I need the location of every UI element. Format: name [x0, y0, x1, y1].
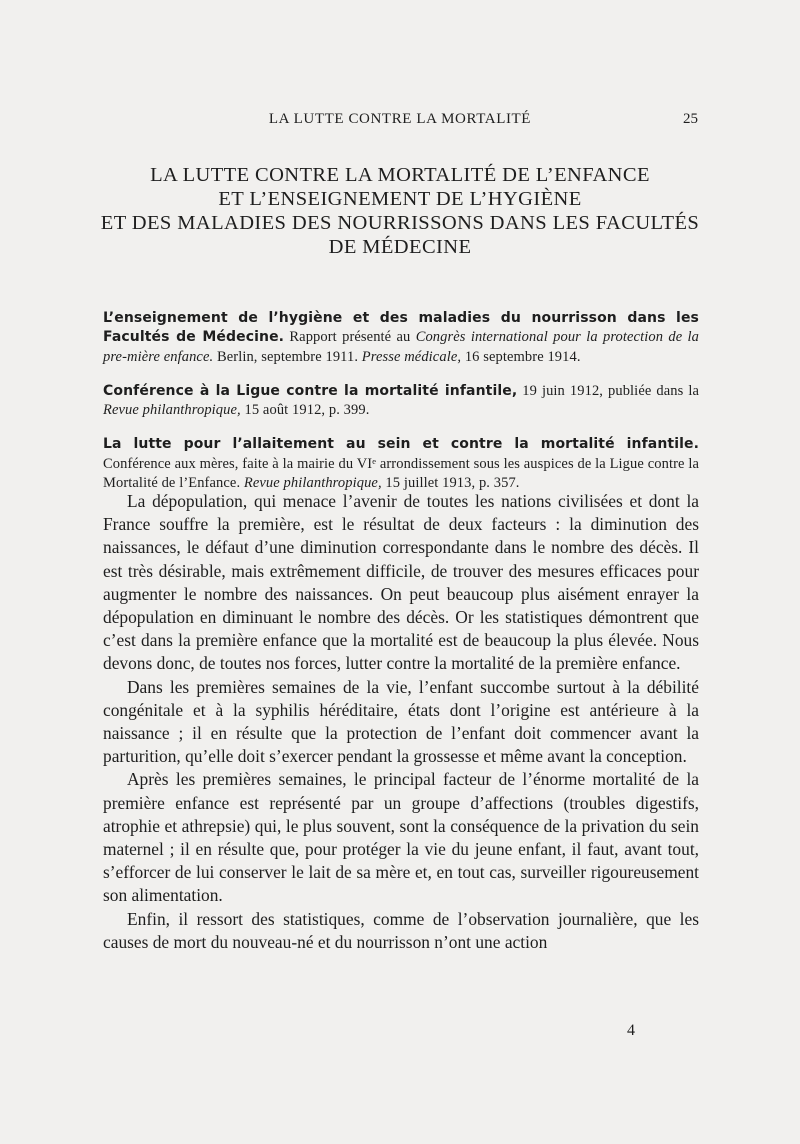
reference-title: L’enseignement de l’hygiène et des maladies du nourrisson dans les Facultés de Médecine.: [103, 309, 699, 345]
reference-title: La lutte pour l’allaitement au sein et contre la mortalité infantile.: [103, 436, 699, 452]
reference-text: Rapport présenté au: [284, 329, 416, 345]
paragraph: Dans les premières semaines de la vie, l’enfant succombe surtout à la débilité congénitale et à la syphilis héréditaire, états dont l’origine est antérieure à la naissance ; il en résulte que la protection de l’enfant doit commencer avant la parturition, qu’elle doit s’exercer pendant la grossesse et même avant la conception.: [103, 676, 699, 767]
chapter-title-line: ET L’ENSEIGNEMENT DE L’HYGIÈNE: [218, 188, 582, 210]
paragraph: Après les premières semaines, le principal facteur de l’énorme mortalité de la première enfance est représenté par un groupe d’affections (troubles digestifs, atrophie et athrepsie) qui, le plus souvent, sont la conséquence de la privation du sein maternel ; il en résulte que, pour protéger la vie du jeune enfant, il faut, avant tout, s’efforcer de lui conserver le lait de sa mère et, en tout cas, surveiller rigoureusement son alimentation.: [103, 769, 699, 906]
reference-journal: Presse médicale,: [361, 348, 462, 365]
paragraph: Enfin, il ressort des statistiques, comme de l’observation journalière, que les causes de mort du nouveau-né et du nourrisson n’ont une action: [103, 908, 699, 952]
reference-journal: Revue philanthropique,: [243, 475, 382, 491]
reference-item: [103, 309, 699, 368]
reference-text: 15 juillet 1913, p. 357.: [381, 475, 520, 491]
chapter-title-line: DE MÉDECINE: [328, 236, 472, 258]
body-text: [103, 490, 699, 954]
running-head: [0, 111, 800, 133]
reference-journal: Revue philanthropique,: [103, 402, 241, 418]
reference-text: Berlin, septembre 1911.: [213, 348, 362, 365]
chapter-title: [80, 163, 720, 259]
reference-text: Conférence aux mères, faite à la mairie du VIᵉ arrondissement sous les auspices de la Ligue contre la Mortalité de l’Enfance.: [103, 455, 699, 491]
reference-text: 19 juin 1912, publiée dans la: [517, 382, 699, 399]
reference-journal: Congrès international pour la protection de la pre-mière enfance.: [103, 329, 699, 365]
reference-text: 15 août 1912, p. 399.: [240, 402, 370, 418]
page-number: 25: [683, 111, 698, 127]
signature-mark: 4: [627, 1022, 635, 1039]
chapter-title-line: LA LUTTE CONTRE LA MORTALITÉ DE L’ENFANCE: [150, 164, 650, 186]
paragraph: La dépopulation, qui menace l’avenir de toutes les nations civilisées et dont la France souffre la première, est le résultat de deux facteurs : la diminution des naissances, le défaut d’une diminution correspondante dans le nombre des décès. Il est très désirable, mais extrêmement difficile, de trouver des mesures efficaces pour augmenter le nombre des naissances. On peut beaucoup plus aisément enrayer la dépopulation en diminuant le nombre des décès. Or les statistiques démontrent que c’est dans la première enfance que la mortalité est de beaucoup la plus élevée. Nous devons donc, de toutes nos forces, lutter contre la mortalité de la première enfance.: [103, 491, 699, 674]
chapter-title-line: ET DES MALADIES DES NOURRISSONS DANS LES FACULTÉS: [100, 212, 700, 234]
reference-item: [103, 382, 699, 421]
reference-item: [103, 435, 699, 494]
running-head-title: LA LUTTE CONTRE LA MORTALITÉ: [268, 111, 532, 127]
bibliography-references: [103, 294, 699, 497]
reference-title: Conférence à la Ligue contre la mortalité infantile,: [103, 382, 518, 399]
reference-text: 16 septembre 1914.: [461, 348, 581, 365]
